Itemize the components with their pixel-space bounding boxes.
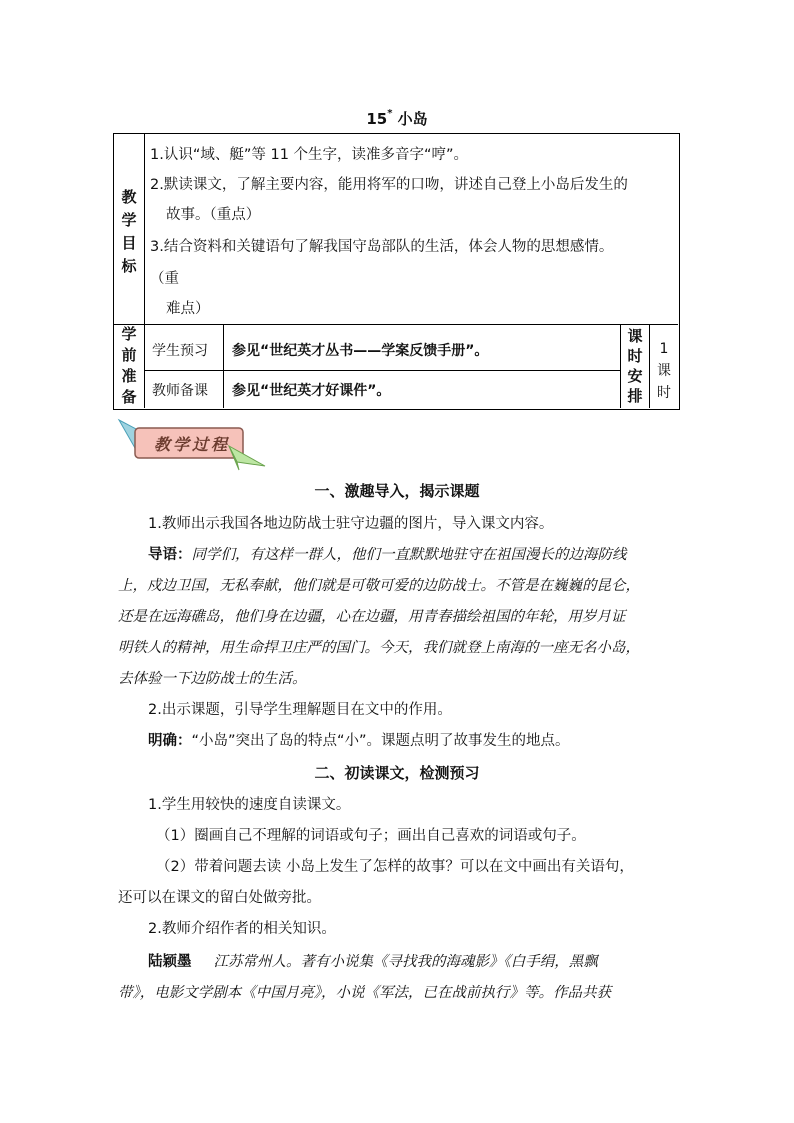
- objective-3-cont: （重: [150, 271, 179, 287]
- lesson-title: [0, 108, 794, 129]
- section1-p1: 1.教师出示我国各地边防战士驻守边疆的图片，导入课文内容。: [148, 516, 554, 532]
- author-name: 陆颖墨: [148, 954, 192, 970]
- prep-teacher-label: 教师备课: [152, 383, 208, 399]
- section1-p2: 2.出示课题，引导学生理解题目在文中的作用。: [148, 702, 452, 718]
- intro-line-5: 去体验一下边防战士的生活。: [118, 671, 307, 687]
- section2-p2: 2.教师介绍作者的相关知识。: [148, 921, 336, 937]
- intro-line-3: 还是在远海礁岛，他们身在边疆，心在边疆，用青春描绘祖国的年轮，用岁月证: [118, 609, 626, 625]
- prep-teacher-content: 参见“世纪英才好课件”。: [232, 383, 391, 399]
- intro-line-2: 上，戍边卫国，无私奉献，他们就是可敬可爱的边防战士。不管是在巍巍的昆仑，: [118, 578, 640, 594]
- clarify-label: 明确：: [148, 733, 192, 749]
- intro-line-4: 明铁人的精神，用生命捍卫庄严的国门。今天，我们就登上南海的一座无名小岛，: [118, 640, 640, 656]
- objectives-table: [113, 133, 680, 410]
- author-line-1: [148, 950, 598, 971]
- section1-heading: 一、激趣导入，揭示课题: [314, 482, 480, 500]
- intro-line-1: [148, 543, 627, 564]
- lesson-number: 15: [366, 110, 388, 128]
- intro-label: 导语：: [148, 547, 192, 563]
- objectives-label: 教 学 目 标: [121, 188, 137, 275]
- section2-p1: 1.学生用较快的速度自读课文。: [148, 797, 351, 813]
- teaching-process-banner: [117, 418, 267, 472]
- time-label: 课 时 安 排: [627, 327, 643, 405]
- author-text-1: 江苏常州人。著有小说集《寻找我的海魂影》《白手绢，黑飘: [213, 954, 598, 970]
- objective-3: 3.结合资料和关键语句了解我国守岛部队的生活，体会人物的思想感情。: [150, 239, 614, 255]
- prep-student-label: 学生预习: [152, 343, 208, 359]
- clarify-line: [148, 729, 570, 750]
- author-line-2: 带》，电影文学剧本《中国月亮》，小说《军法，已在战前执行》等。作品共获: [118, 985, 611, 1001]
- intro-text-1: 同学们，有这样一群人，他们一直默默地驻守在祖国漫长的边海防线: [191, 547, 627, 563]
- section2-p1a: （1）圈画自己不理解的词语或句子；画出自己喜欢的词语或句子。: [156, 828, 586, 844]
- lesson-star: *: [387, 108, 393, 119]
- section2-p1b-1: （2）带着问题去读 小岛上发生了怎样的故事？可以在文中画出有关语句，: [156, 859, 634, 875]
- objective-3-cont2: 难点）: [166, 301, 210, 317]
- time-value: 1 课 时: [657, 341, 671, 401]
- section2-p1b-2: 还可以在课文的留白处做旁批。: [118, 890, 321, 906]
- objective-2: 2.默读课文，了解主要内容，能用将军的口吻，讲述自己登上小岛后发生的: [150, 177, 628, 193]
- clarify-text: “小岛”突出了岛的特点“小”。课题点明了故事发生的地点。: [191, 733, 570, 749]
- prep-student-content: 参见“世纪英才丛书——学案反馈手册”。: [232, 343, 489, 359]
- section2-heading: 二、初读课文，检测预习: [314, 764, 480, 782]
- objective-1: 1.认识“域、艇”等 11 个生字，读准多音字“哼”。: [150, 147, 469, 163]
- banner-text: 教学过程: [153, 435, 230, 454]
- objective-2-cont: 故事。（重点）: [166, 207, 261, 223]
- lesson-name: 小岛: [397, 110, 428, 128]
- prep-label: 学 前 准 备: [121, 325, 137, 406]
